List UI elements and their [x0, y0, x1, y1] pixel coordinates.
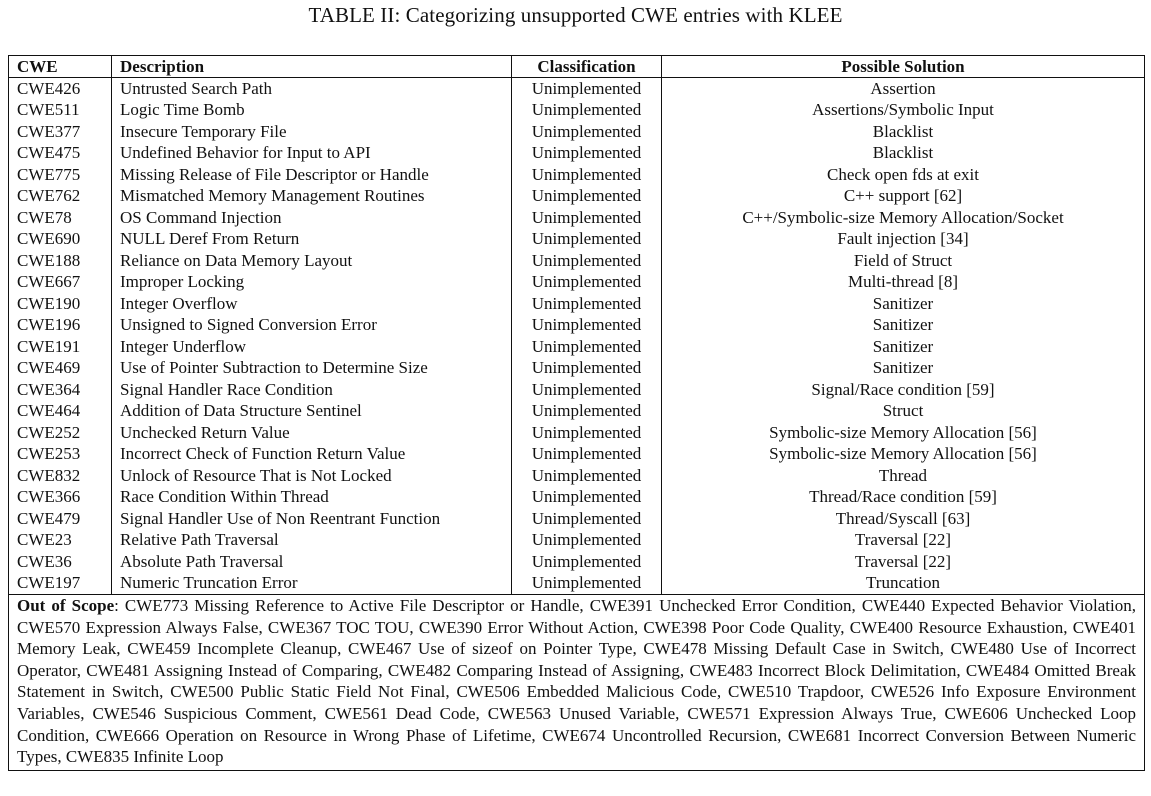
cell-classification: Unimplemented: [512, 444, 662, 466]
cell-classification: Unimplemented: [512, 207, 662, 229]
cell-description: Insecure Temporary File: [112, 121, 512, 143]
cell-classification: Unimplemented: [512, 336, 662, 358]
cell-solution: Traversal [22]: [662, 551, 1145, 573]
cell-solution: Blacklist: [662, 121, 1145, 143]
cell-classification: Unimplemented: [512, 379, 662, 401]
table-row: [9, 551, 1145, 573]
cell-description: Signal Handler Use of Non Reentrant Function: [112, 508, 512, 530]
out-of-scope-cell: [9, 595, 1145, 771]
cell-solution: Symbolic-size Memory Allocation [56]: [662, 444, 1145, 466]
cell-description: OS Command Injection: [112, 207, 512, 229]
cell-solution: C++ support [62]: [662, 186, 1145, 208]
cell-solution: Thread: [662, 465, 1145, 487]
header-cwe: CWE: [9, 56, 112, 78]
cell-solution: Assertions/Symbolic Input: [662, 100, 1145, 122]
table-row: [9, 401, 1145, 423]
cell-solution: Blacklist: [662, 143, 1145, 165]
table-row: [9, 121, 1145, 143]
cell-solution: Sanitizer: [662, 336, 1145, 358]
cell-classification: Unimplemented: [512, 465, 662, 487]
cell-solution: Thread/Syscall [63]: [662, 508, 1145, 530]
cell-solution: Struct: [662, 401, 1145, 423]
cell-classification: Unimplemented: [512, 78, 662, 100]
table-row: [9, 164, 1145, 186]
cell-description: Reliance on Data Memory Layout: [112, 250, 512, 272]
table-row: [9, 508, 1145, 530]
cell-classification: Unimplemented: [512, 422, 662, 444]
cell-classification: Unimplemented: [512, 315, 662, 337]
cell-solution: Sanitizer: [662, 315, 1145, 337]
cell-description: NULL Deref From Return: [112, 229, 512, 251]
cell-description: Incorrect Check of Function Return Value: [112, 444, 512, 466]
cell-description: Mismatched Memory Management Routines: [112, 186, 512, 208]
cell-classification: Unimplemented: [512, 573, 662, 595]
cell-classification: Unimplemented: [512, 551, 662, 573]
cell-classification: Unimplemented: [512, 121, 662, 143]
table-row: [9, 422, 1145, 444]
cell-cwe: CWE464: [9, 401, 112, 423]
cell-classification: Unimplemented: [512, 530, 662, 552]
cell-description: Missing Release of File Descriptor or Handle: [112, 164, 512, 186]
cell-description: Unlock of Resource That is Not Locked: [112, 465, 512, 487]
cwe-table: [8, 55, 1145, 771]
cell-classification: Unimplemented: [512, 401, 662, 423]
cell-description: Undefined Behavior for Input to API: [112, 143, 512, 165]
cell-cwe: CWE23: [9, 530, 112, 552]
table-row: [9, 100, 1145, 122]
cell-cwe: CWE832: [9, 465, 112, 487]
table-body: [9, 78, 1145, 771]
table-row: [9, 487, 1145, 509]
header-row: [9, 56, 1145, 78]
table-row: [9, 293, 1145, 315]
out-of-scope-label: Out of Scope: [17, 596, 115, 615]
cell-classification: Unimplemented: [512, 143, 662, 165]
cell-solution: Signal/Race condition [59]: [662, 379, 1145, 401]
cell-cwe: CWE190: [9, 293, 112, 315]
table-row: [9, 573, 1145, 595]
cell-classification: Unimplemented: [512, 100, 662, 122]
cell-cwe: CWE197: [9, 573, 112, 595]
header-description: Description: [112, 56, 512, 78]
cell-solution: Multi-thread [8]: [662, 272, 1145, 294]
cell-cwe: CWE366: [9, 487, 112, 509]
table-row: [9, 186, 1145, 208]
cell-cwe: CWE775: [9, 164, 112, 186]
cell-solution: C++/Symbolic-size Memory Allocation/Socket: [662, 207, 1145, 229]
cell-description: Integer Underflow: [112, 336, 512, 358]
header-classification: Classification: [512, 56, 662, 78]
cell-classification: Unimplemented: [512, 186, 662, 208]
table-row: [9, 530, 1145, 552]
cell-description: Race Condition Within Thread: [112, 487, 512, 509]
cell-classification: Unimplemented: [512, 487, 662, 509]
cell-solution: Thread/Race condition [59]: [662, 487, 1145, 509]
cell-cwe: CWE36: [9, 551, 112, 573]
cell-cwe: CWE78: [9, 207, 112, 229]
table-row: [9, 78, 1145, 100]
cell-solution: Sanitizer: [662, 293, 1145, 315]
cell-solution: Symbolic-size Memory Allocation [56]: [662, 422, 1145, 444]
cell-classification: Unimplemented: [512, 250, 662, 272]
cell-cwe: CWE253: [9, 444, 112, 466]
cell-description: Unchecked Return Value: [112, 422, 512, 444]
table-row: [9, 379, 1145, 401]
cell-description: Unsigned to Signed Conversion Error: [112, 315, 512, 337]
cell-cwe: CWE377: [9, 121, 112, 143]
cell-cwe: CWE762: [9, 186, 112, 208]
table-row: [9, 444, 1145, 466]
out-of-scope-text: : CWE773 Missing Reference to Active File Descriptor or Handle, CWE391 Unchecked Error Condition, CWE440 Expected Behavior Violation, CWE570 Expression Always False, CWE367 TOC TOU, CWE390 Error Without Action, CWE398 Poor Code Quality, CWE400 Resource Exhaustion, CWE401 Memory Leak, CWE459 Incomplete Cleanup, CWE467 Use of sizeof on Pointer Type, CWE478 Missing Default Case in Switch, CWE480 Use of Incorrect Operator, CWE481 Assigning Instead of Comparing, CWE482 Comparing Instead of Assigning, CWE483 Incorrect Block Delimitation, CWE484 Omitted Break Statement in Switch, CWE500 Public Static Field Not Final, CWE506 Embedded Malicious Code, CWE510 Trapdoor, CWE526 Info Exposure Environment Variables, CWE546 Suspicious Comment, CWE561 Dead Code, CWE563 Unused Variable, CWE571 Expression Always True, CWE606 Unchecked Loop Condition, CWE666 Operation on Resource in Wrong Phase of Lifetime, CWE674 Uncontrolled Recursion, CWE681 Incorrect Conversion Between Numeric Types, CWE835 Infinite Loop: [17, 596, 1137, 767]
cell-classification: Unimplemented: [512, 229, 662, 251]
cell-solution: Fault injection [34]: [662, 229, 1145, 251]
cell-solution: Sanitizer: [662, 358, 1145, 380]
cell-description: Logic Time Bomb: [112, 100, 512, 122]
cell-description: Addition of Data Structure Sentinel: [112, 401, 512, 423]
cell-solution: Check open fds at exit: [662, 164, 1145, 186]
cell-cwe: CWE191: [9, 336, 112, 358]
table-row: [9, 272, 1145, 294]
table-row: [9, 336, 1145, 358]
cell-solution: Assertion: [662, 78, 1145, 100]
table-caption: TABLE II: Categorizing unsupported CWE entries with KLEE: [308, 3, 843, 27]
cell-cwe: CWE196: [9, 315, 112, 337]
table-row: [9, 358, 1145, 380]
table-row: [9, 229, 1145, 251]
cell-classification: Unimplemented: [512, 508, 662, 530]
table-row: [9, 315, 1145, 337]
cell-cwe: CWE475: [9, 143, 112, 165]
cell-classification: Unimplemented: [512, 358, 662, 380]
cell-classification: Unimplemented: [512, 272, 662, 294]
cell-description: Untrusted Search Path: [112, 78, 512, 100]
cell-cwe: CWE252: [9, 422, 112, 444]
table-row: [9, 250, 1145, 272]
table-header: [9, 56, 1145, 78]
cell-description: Integer Overflow: [112, 293, 512, 315]
cell-description: Relative Path Traversal: [112, 530, 512, 552]
cell-description: Use of Pointer Subtraction to Determine Size: [112, 358, 512, 380]
cell-solution: Truncation: [662, 573, 1145, 595]
cell-cwe: CWE479: [9, 508, 112, 530]
cell-description: Signal Handler Race Condition: [112, 379, 512, 401]
table-row: [9, 143, 1145, 165]
cwe-table-container: [8, 55, 1144, 771]
cell-cwe: CWE426: [9, 78, 112, 100]
cell-cwe: CWE469: [9, 358, 112, 380]
table-row: [9, 207, 1145, 229]
cell-cwe: CWE511: [9, 100, 112, 122]
cell-classification: Unimplemented: [512, 293, 662, 315]
cell-cwe: CWE690: [9, 229, 112, 251]
table-row: [9, 465, 1145, 487]
cell-solution: Field of Struct: [662, 250, 1145, 272]
cell-description: Absolute Path Traversal: [112, 551, 512, 573]
cell-description: Numeric Truncation Error: [112, 573, 512, 595]
cell-description: Improper Locking: [112, 272, 512, 294]
cell-cwe: CWE667: [9, 272, 112, 294]
cell-cwe: CWE364: [9, 379, 112, 401]
cell-classification: Unimplemented: [512, 164, 662, 186]
cell-cwe: CWE188: [9, 250, 112, 272]
cell-solution: Traversal [22]: [662, 530, 1145, 552]
header-solution: Possible Solution: [662, 56, 1145, 78]
out-of-scope-row: [9, 595, 1145, 771]
